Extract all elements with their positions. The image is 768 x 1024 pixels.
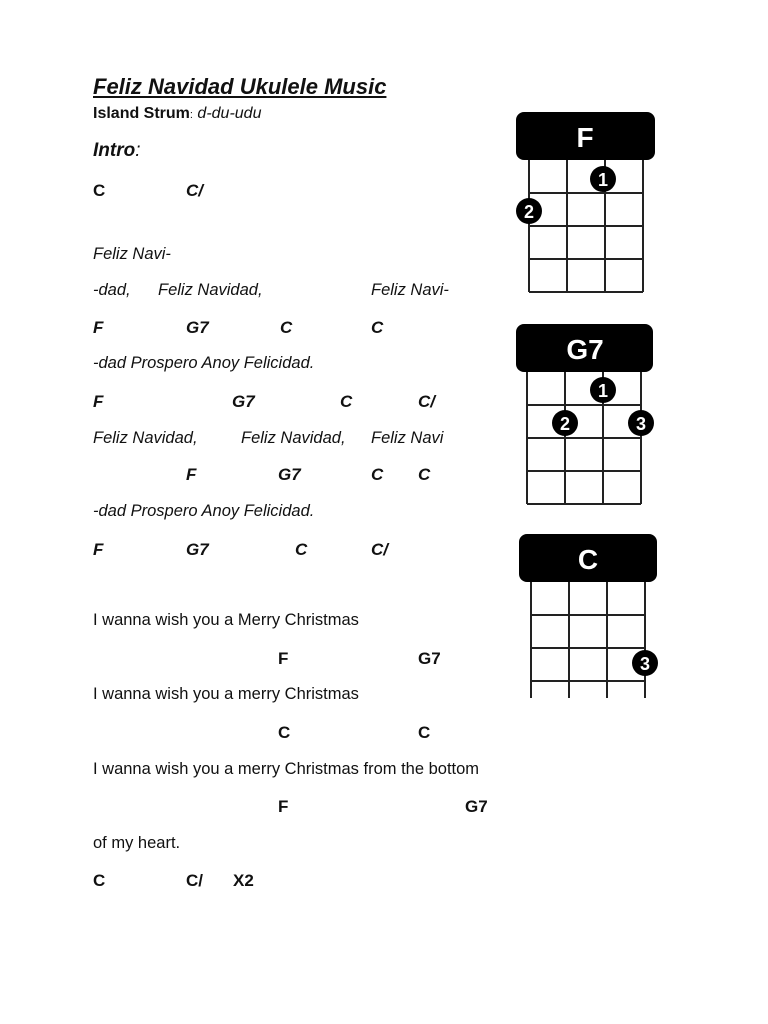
chord: F xyxy=(278,797,289,816)
chord-name: G7 xyxy=(566,334,604,365)
chord: C xyxy=(418,723,431,742)
chord: C xyxy=(418,465,431,484)
lyric-segment: Feliz Navidad, xyxy=(93,429,198,447)
chord: F xyxy=(93,318,104,337)
lyric-segment: Feliz Navi- xyxy=(371,281,449,299)
chord: G7 xyxy=(465,797,488,816)
chord: C xyxy=(371,465,384,484)
fretboard xyxy=(527,372,641,504)
song-title: Feliz Navidad Ukulele Music xyxy=(93,74,387,99)
fretboard xyxy=(531,582,645,698)
chord: C xyxy=(340,392,353,411)
finger-number: 1 xyxy=(597,170,609,190)
lyric-segment: Feliz Navidad, xyxy=(158,281,263,299)
finger-number: 3 xyxy=(635,414,647,434)
lyric-line: I wanna wish you a Merry Christmas xyxy=(93,611,359,629)
chord: F xyxy=(93,540,104,559)
lyric-line: Feliz Navi- xyxy=(93,245,171,263)
lyric-line: I wanna wish you a merry Christmas from the bottom xyxy=(93,760,480,778)
lyric-line: of my heart. xyxy=(93,834,181,852)
chord: G7 xyxy=(418,649,441,668)
chord-diagram-f xyxy=(505,108,665,300)
finger-number: 1 xyxy=(597,381,609,401)
chord: F xyxy=(186,465,197,484)
strum-separator: : xyxy=(189,109,193,121)
chord-diagram-c xyxy=(505,530,665,700)
strum-label: Island Strum xyxy=(93,105,190,122)
chord: C/ xyxy=(418,392,435,411)
chord-name: F xyxy=(576,122,594,153)
chord: F xyxy=(278,649,289,668)
finger-number: 2 xyxy=(523,202,535,222)
chord: G7 xyxy=(186,318,209,337)
chord: C xyxy=(280,318,293,337)
lyric-line: -dad Prospero Anoy Felicidad. xyxy=(93,354,315,372)
strum-line xyxy=(93,105,261,123)
lyric-line: -dad Prospero Anoy Felicidad. xyxy=(93,502,315,520)
chord: G7 xyxy=(278,465,301,484)
fretboard xyxy=(529,160,643,292)
lyric-segment: Feliz Navi xyxy=(371,429,444,447)
intro-colon: : xyxy=(135,140,141,161)
chord-name: C xyxy=(577,544,599,575)
chord: C xyxy=(93,181,106,200)
chord: G7 xyxy=(186,540,209,559)
intro-label: Intro xyxy=(93,140,136,161)
chord: C xyxy=(278,723,291,742)
lyric-segment: Feliz Navidad, xyxy=(241,429,346,447)
chord: C xyxy=(93,871,106,890)
chord: C/ xyxy=(186,871,203,890)
chord: C xyxy=(371,318,384,337)
finger-number: 2 xyxy=(559,414,571,434)
lyric-segment: -dad, xyxy=(93,281,131,299)
lyric-line: I wanna wish you a merry Christmas xyxy=(93,685,359,703)
chord: C xyxy=(295,540,308,559)
chord: F xyxy=(93,392,104,411)
chord-diagram-g7 xyxy=(505,320,665,512)
intro-heading xyxy=(93,140,141,162)
chord: X2 xyxy=(233,871,254,890)
strum-pattern: d-du-udu xyxy=(197,105,262,122)
chord: C/ xyxy=(186,181,203,200)
chord: C/ xyxy=(371,540,388,559)
chord: G7 xyxy=(232,392,255,411)
finger-number: 3 xyxy=(639,654,651,674)
